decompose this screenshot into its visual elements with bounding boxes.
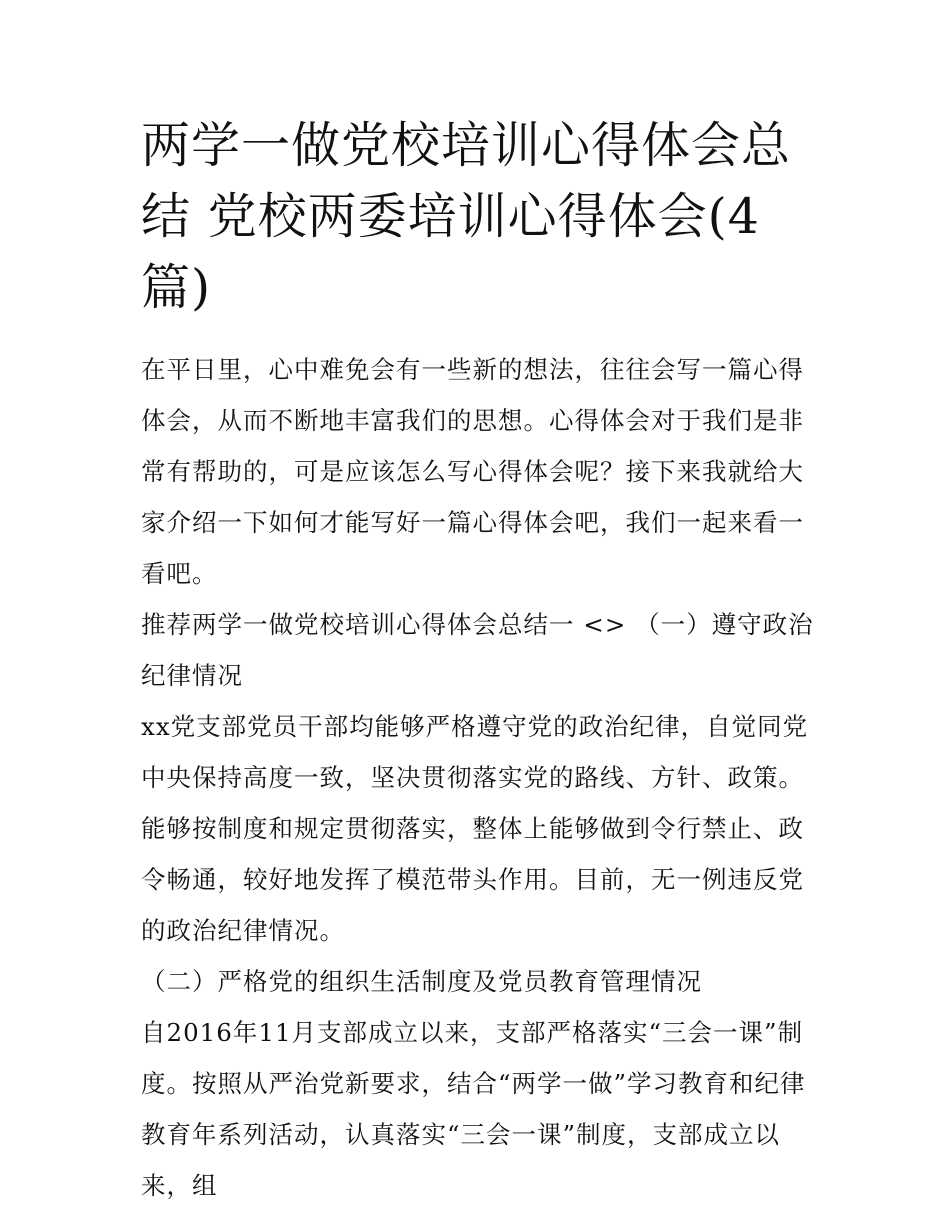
intro-paragraph: 在平日里，心中难免会有一些新的想法，往往会写一篇心得体会，从而不断地丰富我们的思想。心得体会对于我们是非常有帮助的，可是应该怎么写心得体会呢？接下来我就给大家介绍一下如何才能写好一篇心得体会吧，我们一起来看一看吧。 [141, 355, 804, 588]
section-heading-paragraph: 推荐两学一做党校培训心得体会总结一 <> （一）遵守政治纪律情况 [141, 610, 814, 690]
document-body [141, 344, 821, 1211]
political-discipline-paragraph: xx党支部党员干部均能够严格遵守党的政治纪律，自觉同党中央保持高度一致，坚决贯彻落实党的路线、方针、政策。能够按制度和规定贯彻落实，整体上能够做到令行禁止、政令畅通，较好地发挥了模范带头作用。目前，无一例违反党的政治纪律情况。 [141, 712, 809, 945]
section-two-heading: （二）严格党的组织生活制度及党员教育管理情况 [141, 967, 702, 996]
document-page [141, 110, 821, 1211]
organization-life-paragraph: 自2016年11月支部成立以来，支部严格落实“三会一课”制度。按照从严治党新要求，结合“两学一做”学习教育和纪律教育年系列活动，认真落实“三会一课”制度，支部成立以来，组 [141, 1018, 806, 1200]
document-title: 两学一做党校培训心得体会总结 党校两委培训心得体会(4篇) [141, 117, 792, 316]
